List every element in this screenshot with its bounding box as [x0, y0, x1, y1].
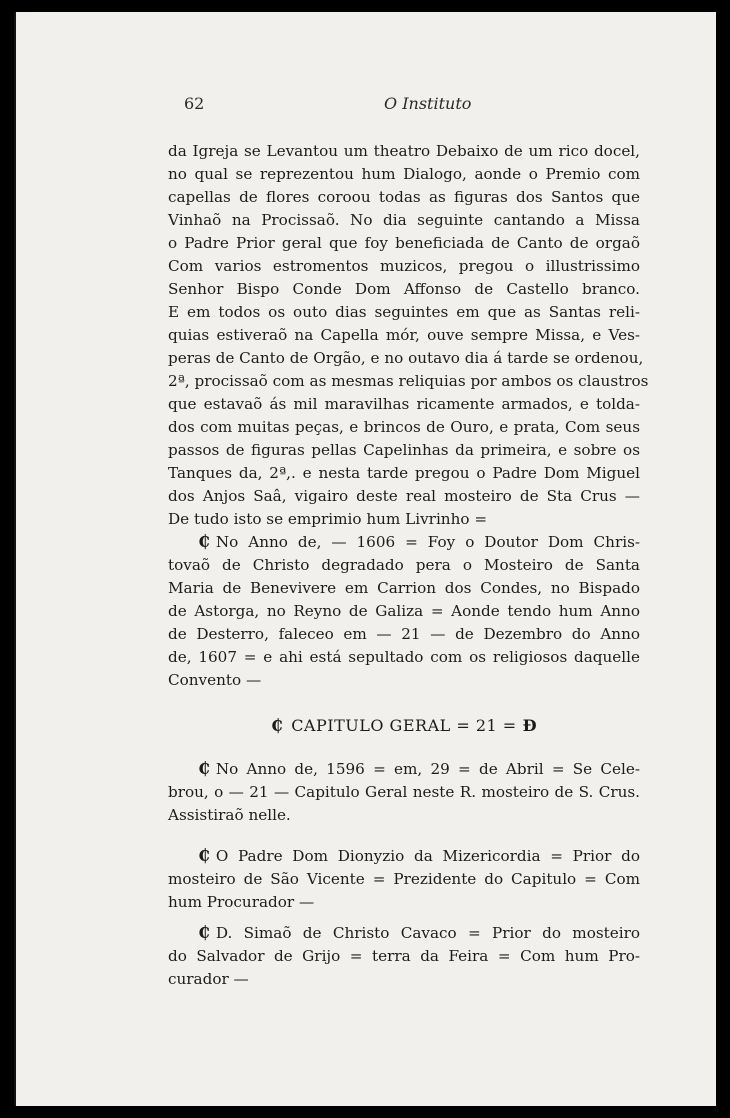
spacer	[168, 827, 640, 845]
text-line: do Salvador de Grijo = terra da Feira = Com hum Pro-	[168, 947, 640, 965]
page-number: 62	[184, 94, 205, 113]
paragraph-5	[168, 922, 640, 991]
text-line: Convento —	[168, 671, 262, 689]
text-line: mosteiro de São Vicente = Prezidente do Capitulo = Com	[168, 870, 640, 888]
paragraph-3	[168, 758, 640, 827]
text-line: Senhor Bispo Conde Dom Affonso de Castello branco.	[168, 280, 640, 298]
text-line: De tudo isto se emprimio hum Livrinho =	[168, 510, 488, 528]
chapter-heading	[168, 714, 640, 738]
text-line: Assistiraõ nelle.	[168, 806, 291, 824]
text-line: da Igreja se Levantou um theatro Debaixo de um rico docel,	[168, 142, 640, 160]
paragraph-2	[168, 531, 640, 692]
text-line: Vinhaõ na Procissaõ. No dia seguinte cantando a Missa	[168, 211, 640, 229]
running-title: O Instituto	[384, 94, 472, 113]
text-line: Com varios estromentos muzicos, pregou o illustrissimo	[168, 257, 640, 275]
paragraph-mark-icon: ₵	[198, 532, 210, 552]
text-line: ₵ O Padre Dom Dionyzio da Mizericordia = Prior do	[198, 846, 640, 866]
paragraph-mark-icon: ₵	[198, 759, 210, 779]
heading-text: CAPITULO GERAL = 21 =	[291, 716, 517, 735]
paragraph-mark-icon: ₵	[198, 846, 210, 866]
text-line: de Desterro, faleceo em — 21 — de Dezembro do Anno	[168, 625, 640, 643]
text-line: peras de Canto de Orgão, e no outavo dia á tarde se ordenou,	[168, 349, 644, 367]
text-line: passos de figuras pellas Capelinhas da primeira, e sobre os	[168, 441, 640, 459]
text-line: tovaõ de Christo degradado pera o Mosteiro de Santa	[168, 556, 640, 574]
body-text	[168, 140, 649, 991]
text-line: ₵ No Anno de, — 1606 = Foy o Doutor Dom Chris-	[198, 532, 640, 552]
text-line: no qual se reprezentou hum Dialogo, aonde o Premio com	[168, 165, 640, 183]
text-line: dos Anjos Saâ, vigairo deste real mosteiro de Sta Crus —	[168, 487, 640, 505]
spacer	[168, 914, 640, 922]
text-line: o Padre Prior geral que foy beneficiada de Canto de orgaõ	[168, 234, 640, 252]
text-line: Maria de Benevivere em Carrion dos Condes, no Bispado	[168, 579, 640, 597]
text-line: 2ª, procissaõ com as mesmas reliquias por ambos os claustros	[168, 372, 649, 390]
closing-mark-icon: Ɖ	[522, 716, 538, 735]
text-line: de Astorga, no Reyno de Galiza = Aonde tendo hum Anno	[168, 602, 640, 620]
text-line: que estavaõ ás mil maravilhas ricamente armados, e tolda-	[168, 395, 640, 413]
text-line: ₵ D. Simaõ de Christo Cavaco = Prior do mosteiro	[198, 923, 640, 943]
text-line: brou, o — 21 — Capitulo Geral neste R. mosteiro de S. Crus.	[168, 783, 640, 801]
paragraph-4	[168, 845, 640, 914]
paragraph-1	[168, 140, 649, 531]
text-line: E em todos os outo dias seguintes em que as Santas reli-	[168, 303, 640, 321]
text-line: dos com muitas peças, e brincos de Ouro, e prata, Com seus	[168, 418, 640, 436]
text-line: hum Procurador —	[168, 893, 315, 911]
paragraph-mark-icon: ₵	[198, 923, 210, 943]
text-line: ₵ No Anno de, 1596 = em, 29 = de Abril = Se Cele-	[198, 759, 640, 779]
text-line: curador —	[168, 970, 249, 988]
text-line: capellas de flores coroou todas as figuras dos Santos que	[168, 188, 640, 206]
text-line: de, 1607 = e ahi está sepultado com os religiosos daquelle	[168, 648, 640, 666]
text-line: Tanques da, 2ª,. e nesta tarde pregou o Padre Dom Miguel	[168, 464, 640, 482]
text-line: quias estiveraõ na Capella mór, ouve sempre Missa, e Ves-	[168, 326, 640, 344]
paragraph-mark-icon: ₵	[270, 716, 284, 736]
